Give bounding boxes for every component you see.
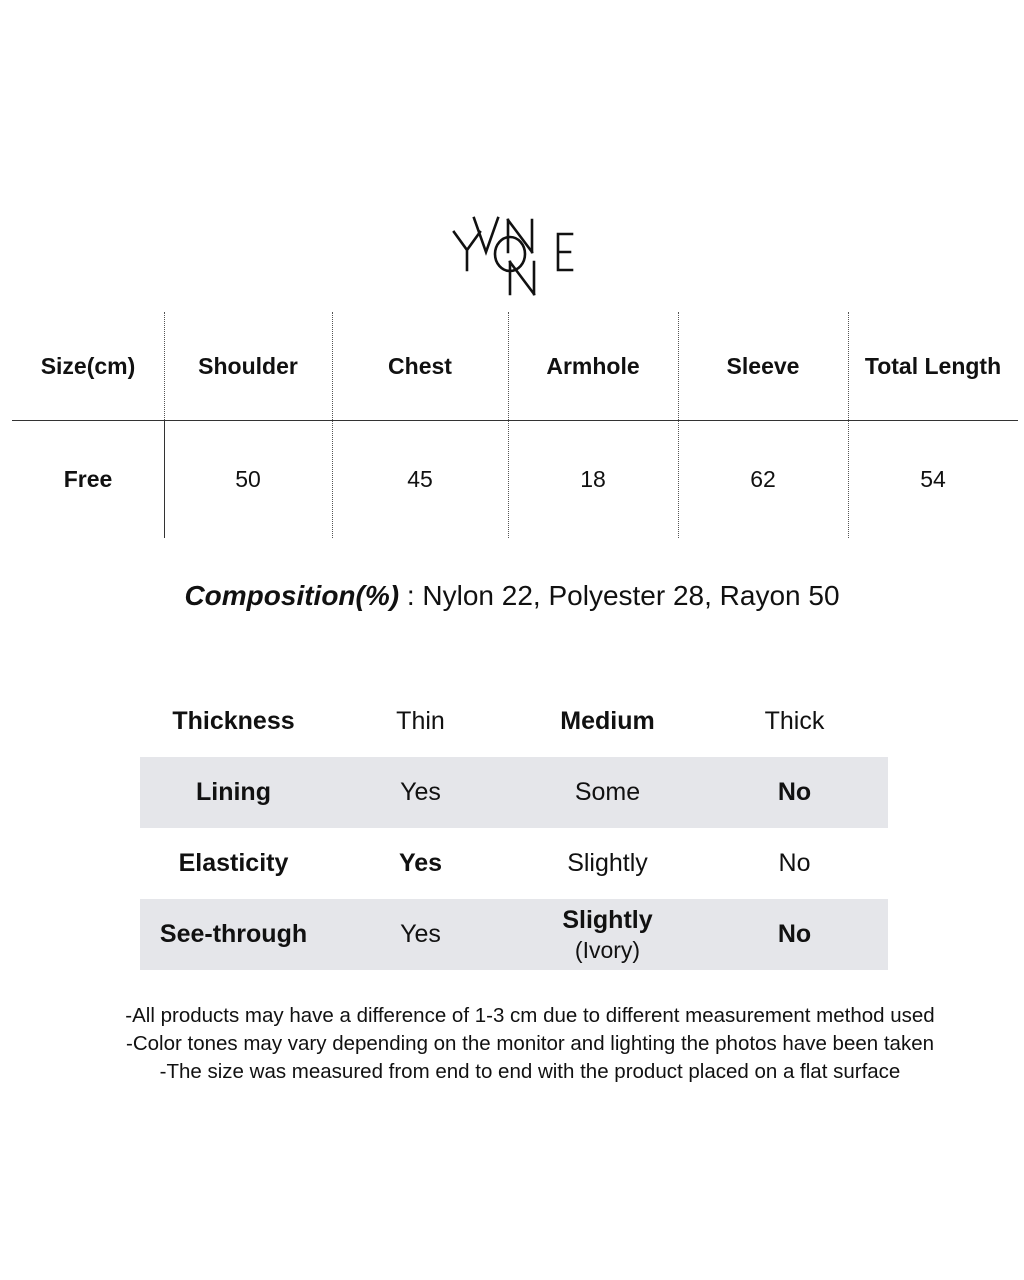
value-chest: 45 [407, 465, 433, 492]
value-total-length: 54 [920, 465, 946, 492]
size-free: Free [63, 465, 113, 492]
composition-label: Composition(%) [184, 580, 400, 611]
value-shoulder: 50 [235, 465, 261, 492]
property-option-selected: Medium [560, 706, 655, 735]
value-sleeve: 62 [750, 465, 776, 492]
property-option: Slightly [567, 848, 648, 877]
composition-line [0, 580, 1024, 612]
header-chest: Chest [388, 352, 452, 379]
property-option: Some [574, 777, 641, 806]
property-option: Thin [396, 706, 445, 735]
header-total-length: Total Length [864, 352, 1002, 379]
property-option: Thick [764, 706, 825, 735]
note-line: -The size was measured from end to end with the product placed on a flat surface [159, 1060, 901, 1083]
property-option-selected: Yes [398, 848, 443, 877]
fabric-properties-table [140, 686, 888, 970]
brand-logo-mark [452, 212, 580, 296]
header-armhole: Armhole [546, 352, 640, 379]
property-label: Lining [196, 777, 271, 806]
property-option-note: (Ivory) [574, 936, 641, 963]
disclaimer-notes [0, 1002, 1024, 1086]
property-option: No [778, 848, 811, 877]
property-option-selected: No [777, 777, 812, 806]
property-row-see-through [140, 899, 888, 970]
value-armhole: 18 [580, 465, 606, 492]
property-row-lining [140, 757, 888, 828]
property-option: Yes [400, 919, 441, 948]
property-label: Thickness [172, 706, 295, 735]
brand-logo [452, 212, 580, 296]
property-row-thickness [140, 686, 888, 757]
header-shoulder: Shoulder [198, 352, 298, 379]
property-label: See-through [159, 919, 308, 948]
header-sleeve: Sleeve [726, 352, 800, 379]
property-row-elasticity [140, 828, 888, 899]
property-option-selected [514, 899, 701, 970]
property-option-selected: No [777, 919, 812, 948]
header-size: Size(cm) [40, 352, 136, 379]
size-table [12, 312, 1018, 538]
composition-value: : Nylon 22, Polyester 28, Rayon 50 [399, 580, 840, 611]
note-line: -All products may have a difference of 1-3 cm due to different measurement method used [125, 1004, 935, 1027]
property-label: Elasticity [178, 848, 289, 877]
property-option-text: Slightly [562, 905, 653, 934]
note-line: -Color tones may vary depending on the monitor and lighting the photos have been taken [126, 1032, 934, 1055]
property-option: Yes [400, 777, 441, 806]
